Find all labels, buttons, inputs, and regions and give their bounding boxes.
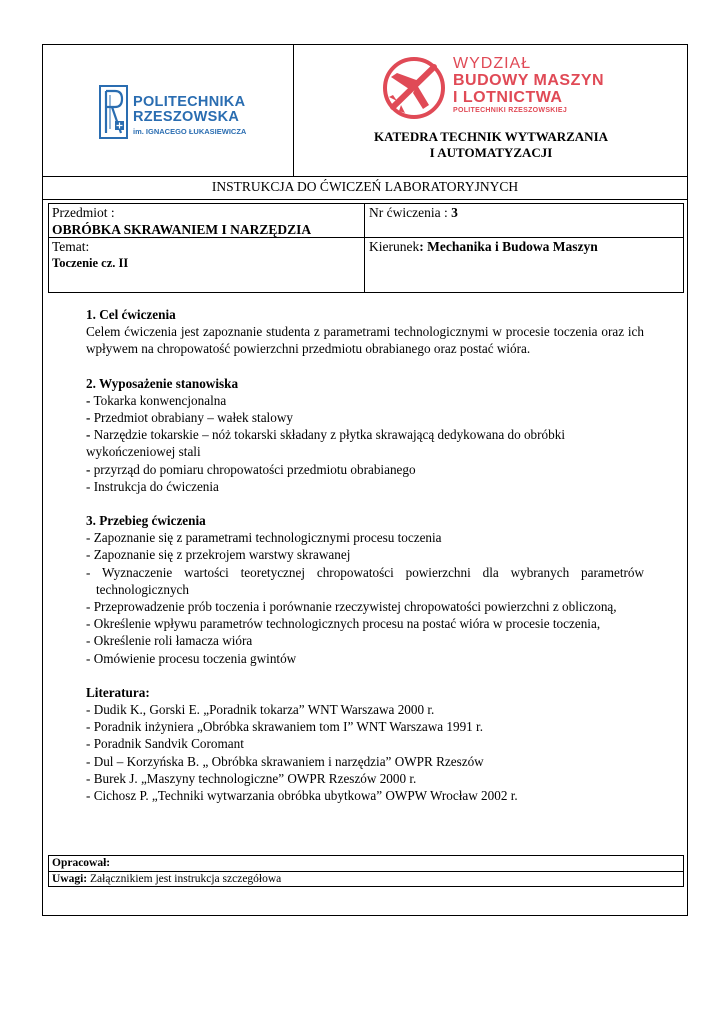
uwagi-label: Uwagi:	[52, 873, 88, 885]
wydzial-line4: POLITECHNIKI RZESZOWSKIEJ	[453, 107, 568, 114]
list-item: - Narzędzie tokarskie – nóż tokarski składany z płytka skrawającą dedykowana do obróbki	[86, 427, 565, 443]
wydzial-logo	[379, 55, 659, 121]
katedra-line2: I AUTOMATYZACJI	[429, 145, 553, 160]
header-divider	[293, 45, 294, 177]
list-item: - Zapoznanie się z przekrojem warstwy skrawanej	[86, 547, 351, 563]
footer-table	[48, 855, 684, 887]
kierunek-value: : Mechanika i Budowa Maszyn	[419, 239, 598, 254]
list-item: - Przedmiot obrabiany – wałek stalowy	[86, 410, 293, 426]
section1-text: Celem ćwiczenia jest zapoznanie studenta z parametrami technologicznymi w procesie toczenia oraz ich wpływem na chropowatość powierzchni przedmiotu obrabianego oraz postać wióra.	[86, 324, 644, 357]
list-item-text: Tokarka konwencjonalna	[90, 392, 227, 408]
temat-label: Temat:	[52, 239, 90, 254]
list-item: - Dudik K., Gorski E. „Poradnik tokarza” WNT Warszawa 2000 r.	[86, 702, 435, 718]
wydzial-plane-icon	[379, 55, 449, 121]
section3-title: 3. Przebieg ćwiczenia	[86, 513, 206, 529]
politechnika-subtitle: im. IGNACEGO ŁUKASIEWICZA	[133, 127, 247, 136]
wydzial-line1: WYDZIAŁ	[453, 55, 532, 72]
main-content	[86, 306, 644, 804]
list-item: - Określenie wpływu parametrów technologicznych procesu na postać wióra w procesie toczenia,	[86, 616, 601, 632]
nr-cwiczenia-cell	[369, 204, 458, 221]
list-item: - Wyznaczenie wartości teoretycznej chropowatości powierzchni dla wybranych parametrów	[86, 564, 644, 580]
katedra-line1: KATEDRA TECHNIK WYTWARZANIA	[373, 129, 609, 144]
katedra-title	[295, 129, 687, 161]
list-item: - Dul – Korzyńska B. „ Obróbka skrawaniem i narzędzia” OWPR Rzeszów	[86, 753, 484, 769]
list-item: - Określenie roli łamacza wióra	[86, 633, 253, 649]
list-item: - Poradnik Sandvik Coromant	[86, 736, 244, 752]
kierunek-label: Kierunek	[369, 239, 420, 254]
nr-cwiczenia-label: Nr ćwiczenia :	[369, 205, 452, 220]
list-item: wykończeniowej stali	[86, 444, 201, 460]
info-table-vdivider	[364, 204, 365, 292]
list-item: - Omówienie procesu toczenia gwintów	[86, 650, 297, 666]
header-row	[43, 45, 687, 177]
wydzial-text	[453, 55, 604, 115]
wydzial-line3: I LOTNICTWA	[453, 89, 563, 106]
przedmiot-cell	[52, 204, 311, 238]
temat-cell	[52, 238, 128, 272]
politechnika-line1: POLITECHNIKA	[133, 94, 246, 110]
title-divider	[43, 199, 687, 200]
list-item: technologicznych	[96, 581, 190, 597]
list-item: - Cichosz P. „Techniki wytwarzania obróbka ubytkowa” OWPW Wrocław 2002 r.	[86, 788, 518, 804]
list-item: - Przeprowadzenie prób toczenia i porównanie rzeczywistej chropowatości powierzchni z obliczoną,	[86, 599, 617, 615]
opracowal-label: Opracował:	[52, 857, 111, 869]
politechnika-logo	[99, 85, 289, 141]
list-item: - Zapoznanie się z parametrami technologicznymi procesu toczenia	[86, 530, 442, 546]
list-item: - przyrząd do pomiaru chropowatości przedmiotu obrabianego	[86, 461, 416, 477]
temat-value: Toczenie cz. II	[52, 256, 129, 270]
wydzial-line2: BUDOWY MASZYN	[453, 72, 605, 89]
info-table	[48, 203, 684, 293]
list-item: - Burek J. „Maszyny technologiczne” OWPR Rzeszów 2000 r.	[86, 770, 417, 786]
section2-title: 2. Wyposażenie stanowiska	[86, 375, 239, 391]
section1-title: 1. Cel ćwiczenia	[86, 307, 176, 322]
politechnika-emblem-icon	[99, 85, 129, 139]
nr-cwiczenia-value: 3	[451, 205, 458, 220]
literatura-title: Literatura:	[86, 684, 150, 700]
uwagi-value: Załącznikiem jest instrukcja szczegółowa	[87, 873, 282, 885]
list-item: - Tokarka konwencjonalna	[86, 392, 227, 408]
list-item-text: Narzędzie tokarskie – nóż tokarski składany z płytka skrawającą dedykowana do obróbki	[90, 427, 565, 443]
przedmiot-label: Przedmiot :	[52, 205, 115, 220]
uwagi-row	[52, 872, 281, 887]
politechnika-name	[133, 95, 245, 125]
list-item: - Poradnik inżyniera „Obróbka skrawaniem tom I” WNT Warszawa 1991 r.	[86, 719, 484, 735]
politechnika-line2: RZESZOWSKA	[133, 109, 240, 125]
list-item-text: Przedmiot obrabiany – wałek stalowy	[90, 410, 293, 426]
list-item: - Instrukcja do ćwiczenia	[86, 478, 219, 494]
list-item-text: przyrząd do pomiaru chropowatości przedmiotu obrabianego	[90, 461, 416, 477]
instruction-title: INSTRUKCJA DO ĆWICZEŃ LABORATORYJNYCH	[211, 179, 519, 194]
kierunek-cell	[369, 238, 598, 255]
przedmiot-value: OBRÓBKA SKRAWANIEM I NARZĘDZIA	[52, 222, 312, 237]
